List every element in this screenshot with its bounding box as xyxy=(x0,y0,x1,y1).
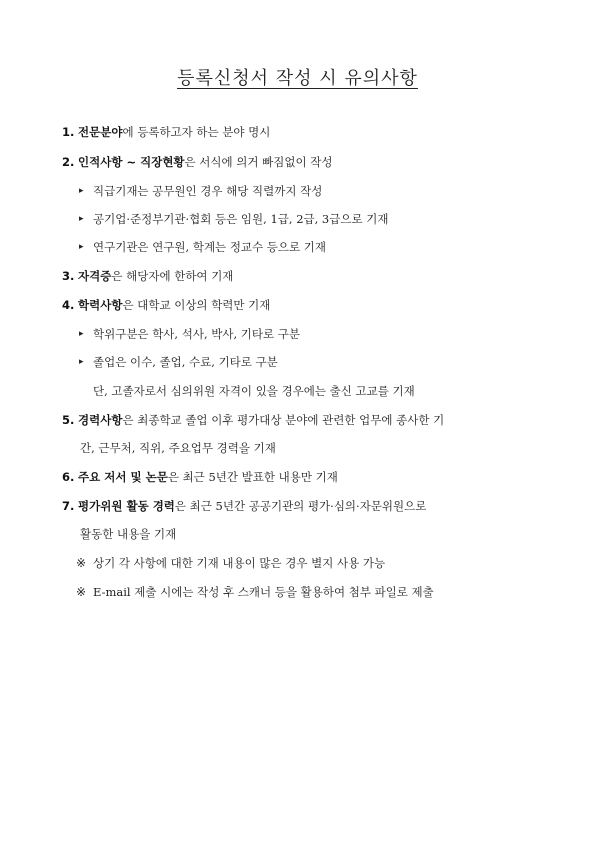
guideline-item-4 xyxy=(62,297,552,313)
item-text: 은 해당자에 한하여 기재 xyxy=(111,269,234,283)
item-number: 6. xyxy=(62,470,75,484)
item-keyword: 인적사항 ~ 직장현황 xyxy=(78,155,185,169)
item-text: 은 최근 5년간 공공기관의 평가·심의·자문위원으로 xyxy=(174,499,427,513)
sub-item-note: 단, 고졸자로서 심의위원 자격이 있을 경우에는 출신 고교를 기재 xyxy=(93,384,415,398)
sub-item: 직급기재는 공무원인 경우 해당 직렬까지 작성 xyxy=(93,184,323,198)
item-number: 2. xyxy=(62,155,75,169)
guideline-item-3 xyxy=(62,268,552,284)
item-continuation: 간, 근무처, 직위, 주요업무 경력을 기재 xyxy=(80,441,276,455)
bullet-icon: ▸ xyxy=(79,242,84,252)
item-number: 5. xyxy=(62,413,75,427)
item-text: 에 등록하고자 하는 분야 명시 xyxy=(122,125,271,139)
guideline-item-7 xyxy=(62,498,552,514)
guideline-item-1 xyxy=(62,124,552,140)
item-keyword: 평가위원 활동 경력 xyxy=(78,499,175,513)
item-keyword: 학력사항 xyxy=(78,298,123,312)
item-keyword: 주요 저서 및 논문 xyxy=(78,470,168,484)
sub-item: 졸업은 이수, 졸업, 수료, 기타로 구분 xyxy=(93,355,278,369)
item-number: 4. xyxy=(62,298,75,312)
item-continuation: 활동한 내용을 기재 xyxy=(80,527,177,541)
item-number: 7. xyxy=(62,499,75,513)
note-text: E-mail 제출 시에는 작성 후 스캐너 등을 활용하여 첨부 파일로 제출 xyxy=(93,585,434,599)
reference-mark-icon: ※ xyxy=(76,556,87,570)
guideline-item-5 xyxy=(62,412,552,428)
sub-item: 연구기관은 연구원, 학계는 정교수 등으로 기재 xyxy=(93,240,327,254)
item-keyword: 경력사항 xyxy=(78,413,123,427)
bullet-icon: ▸ xyxy=(79,357,84,367)
item-text: 은 대학교 이상의 학력만 기재 xyxy=(122,298,271,312)
reference-mark-icon: ※ xyxy=(76,585,87,599)
note-text: 상기 각 사항에 대한 기재 내용이 많은 경우 별지 사용 가능 xyxy=(93,556,386,570)
page-title-text: 등록신청서 작성 시 유의사항 xyxy=(177,68,418,89)
guideline-item-2 xyxy=(62,154,552,170)
item-text: 은 서식에 의거 빠짐없이 작성 xyxy=(184,155,333,169)
item-text: 은 최종학교 졸업 이후 평가대상 분야에 관련한 업무에 종사한 기 xyxy=(122,413,445,427)
bullet-icon: ▸ xyxy=(79,214,84,224)
sub-item: 학위구분은 학사, 석사, 박사, 기타로 구분 xyxy=(93,327,300,341)
item-number: 1. xyxy=(62,125,75,139)
page-title xyxy=(0,64,595,90)
guideline-item-6 xyxy=(62,469,552,485)
bullet-icon: ▸ xyxy=(79,186,84,196)
item-number: 3. xyxy=(62,269,75,283)
item-text: 은 최근 5년간 발표한 내용만 기재 xyxy=(167,470,338,484)
bullet-icon: ▸ xyxy=(79,329,84,339)
sub-item: 공기업·준정부기관·협회 등은 임원, 1급, 2급, 3급으로 기재 xyxy=(93,212,389,226)
item-keyword: 자격증 xyxy=(78,269,112,283)
item-keyword: 전문분야 xyxy=(78,125,123,139)
